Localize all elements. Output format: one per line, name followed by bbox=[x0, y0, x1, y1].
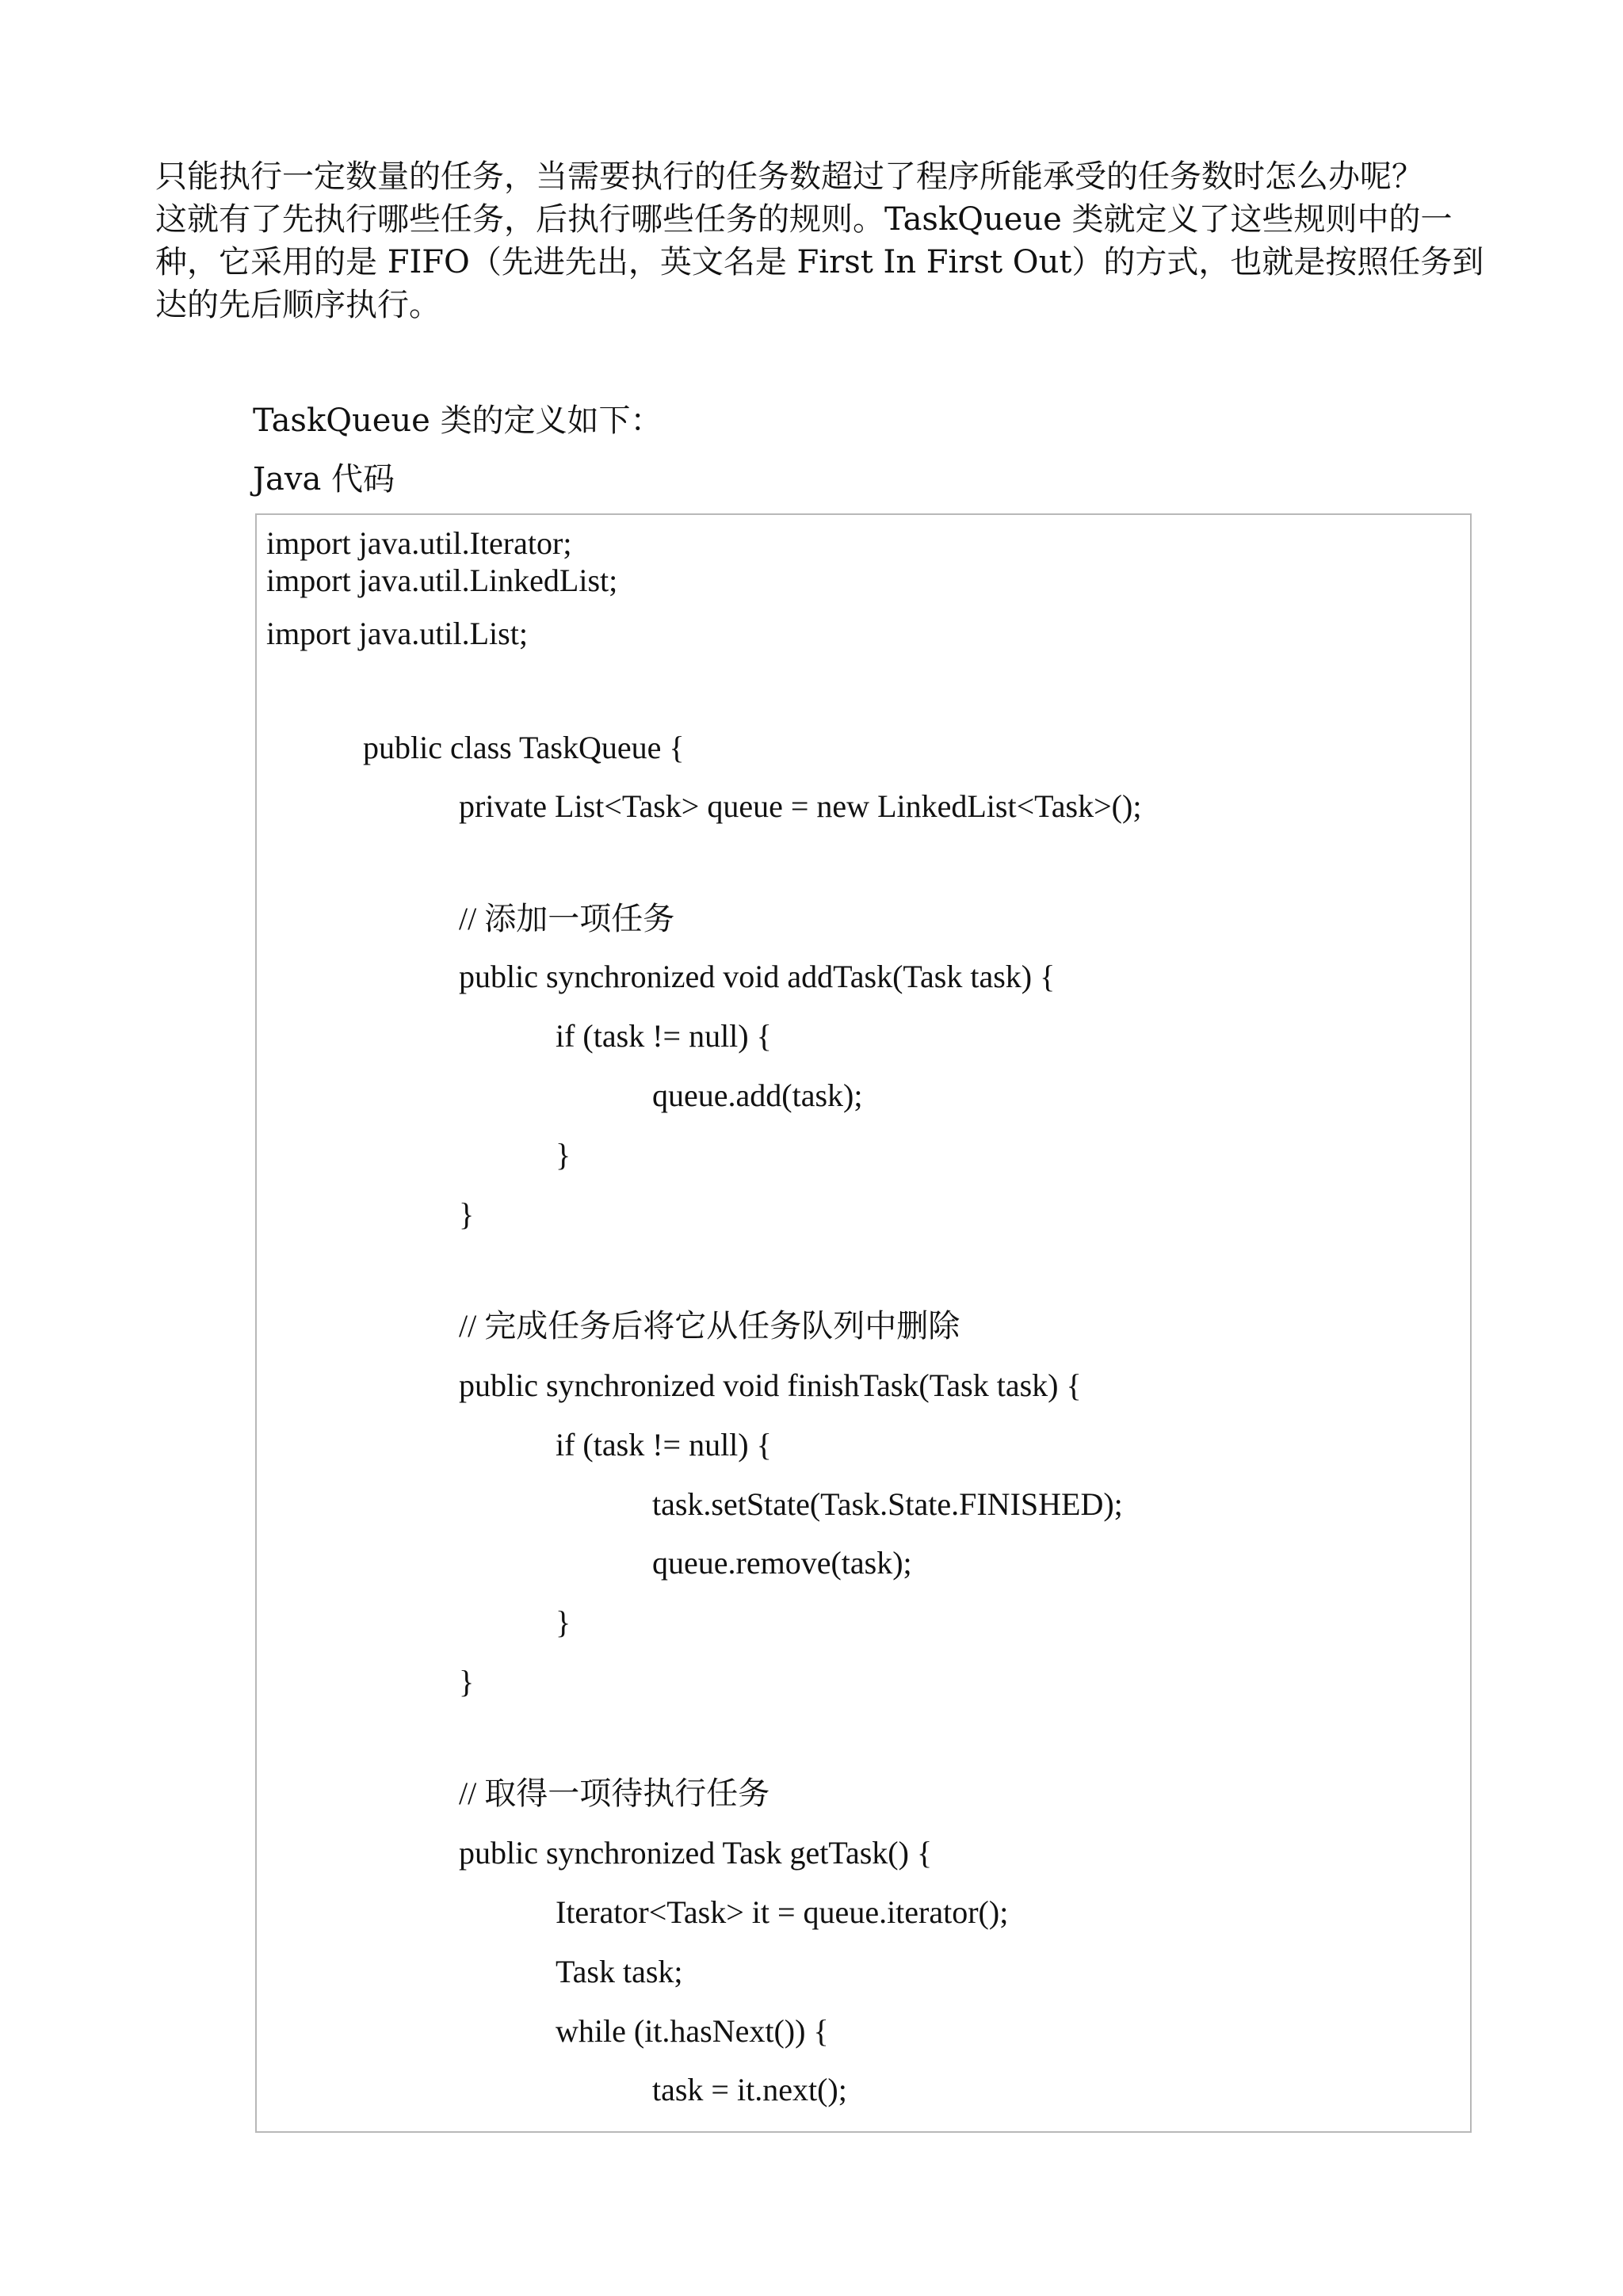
code-line: import java.util.LinkedList; bbox=[266, 563, 618, 598]
code-line: import java.util.List; bbox=[266, 616, 528, 651]
intro-line: 种，它采用的是 FIFO（先进先出，英文名是 First In First Out）的方式，也就是按照任务到 bbox=[155, 244, 1484, 280]
intro-line: 达的先后顺序执行。 bbox=[155, 287, 441, 323]
code-line: } bbox=[459, 1196, 475, 1232]
intro-line: 只能执行一定数量的任务，当需要执行的任务数超过了程序所能承受的任务数时怎么办呢？ bbox=[155, 158, 1423, 195]
code-block bbox=[255, 513, 1472, 2133]
code-comment: // 添加一项任务 bbox=[459, 901, 675, 936]
class-definition-lead: TaskQueue 类的定义如下： bbox=[253, 402, 663, 439]
code-line: Iterator<Task> it = queue.iterator(); bbox=[556, 1894, 1009, 1930]
code-line: public synchronized void addTask(Task task) { bbox=[459, 959, 1056, 994]
code-line: if (task != null) { bbox=[556, 1427, 772, 1463]
code-line: private List<Task> queue = new LinkedList<Task>(); bbox=[459, 788, 1142, 824]
code-line: Task task; bbox=[556, 1954, 683, 1989]
code-line: if (task != null) { bbox=[556, 1018, 772, 1054]
code-line: public class TaskQueue { bbox=[363, 730, 685, 765]
code-line: while (it.hasNext()) { bbox=[556, 2013, 829, 2049]
code-line: } bbox=[459, 1664, 475, 1699]
code-language-label: Java 代码 bbox=[253, 461, 395, 498]
code-comment: // 取得一项待执行任务 bbox=[459, 1775, 770, 1811]
code-line: public synchronized void finishTask(Task task) { bbox=[459, 1367, 1082, 1403]
intro-line: 这就有了先执行哪些任务，后执行哪些任务的规则。TaskQueue 类就定义了这些规则中的一 bbox=[155, 201, 1453, 238]
code-line: import java.util.Iterator; bbox=[266, 525, 572, 561]
code-line: } bbox=[556, 1604, 571, 1640]
code-line: task.setState(Task.State.FINISHED); bbox=[652, 1486, 1123, 1522]
code-line: queue.remove(task); bbox=[652, 1545, 912, 1581]
code-line: task = it.next(); bbox=[652, 2072, 847, 2107]
intro-paragraph bbox=[155, 155, 1484, 326]
code-line: queue.add(task); bbox=[652, 1077, 863, 1113]
code-line: public synchronized Task getTask() { bbox=[459, 1835, 933, 1871]
code-comment: // 完成任务后将它从任务队列中删除 bbox=[459, 1308, 960, 1344]
code-line: } bbox=[556, 1137, 571, 1173]
